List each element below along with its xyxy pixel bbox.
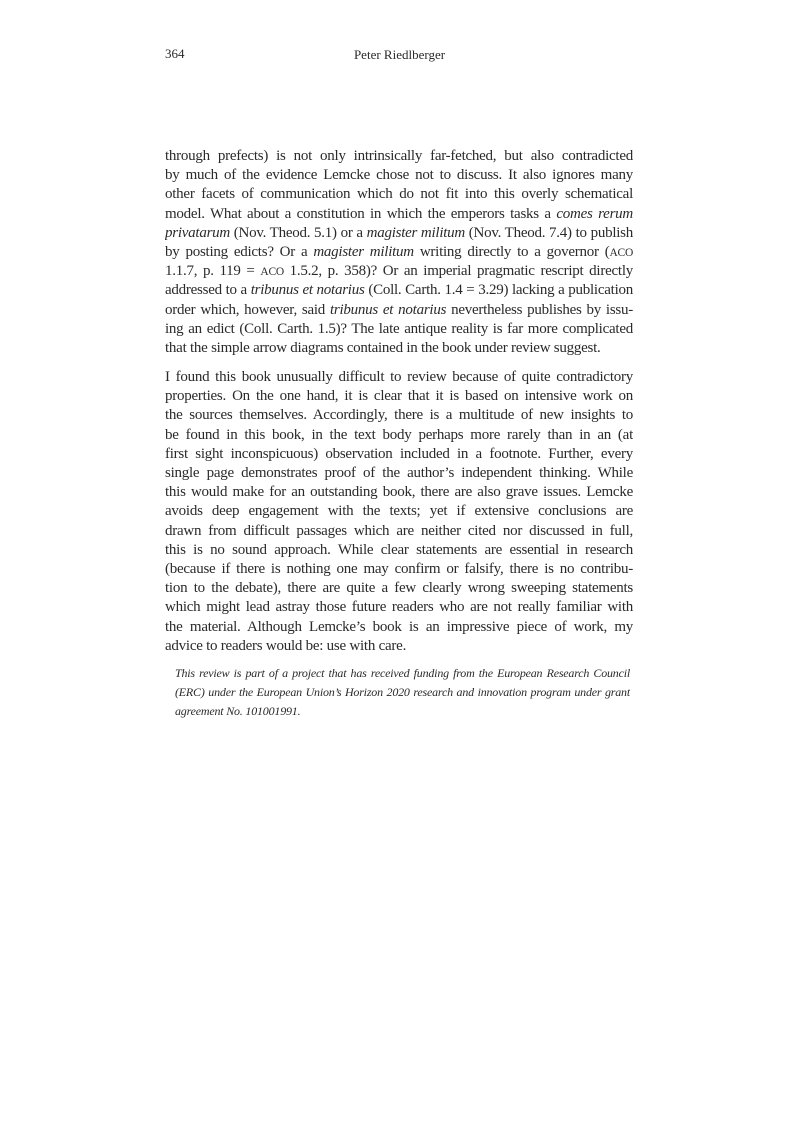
footnote-line: agreement No. 101001991.	[175, 704, 301, 718]
text-line	[165, 483, 633, 502]
text-line	[165, 637, 633, 656]
italic-term: tribunus et notarius	[329, 301, 447, 318]
text-span: (Coll. Carth. 1.4 = 3.29) lacking a publication	[364, 282, 633, 299]
funding-note	[175, 664, 630, 721]
text-line	[165, 166, 633, 185]
text-span: that the simple arrow diagrams contained in the book under review suggest.	[165, 339, 601, 356]
text-span: first sight inconspicuous) observation included in a footnote. Further, every	[165, 445, 633, 462]
text-line	[165, 464, 633, 483]
text-span: addressed to a	[165, 282, 251, 299]
text-line	[165, 560, 633, 579]
italic-term: privatarum	[165, 224, 230, 241]
text-span: 1.5.2, p. 358)? Or an imperial pragmatic rescript directly	[283, 263, 633, 280]
text-line	[165, 224, 633, 243]
page-number: 364	[165, 46, 185, 61]
footnote-line: This review is part of a project that has received funding from the European Research Council	[175, 666, 630, 680]
paragraph	[165, 368, 633, 656]
text-span: other facets of communication which do not fit into this overly schematical	[165, 186, 633, 203]
text-span: this would make for an outstanding book, there are also grave issues. Lemcke	[165, 484, 633, 501]
text-line	[165, 185, 633, 204]
text-span: (because if there is nothing one may confirm or falsify, there is no contribu-	[165, 560, 633, 577]
text-span: ACO	[260, 266, 284, 279]
italic-term: magister militum	[366, 224, 465, 241]
text-line	[165, 522, 633, 541]
text-span: avoids deep engagement with the texts; yet if extensive conclusions are	[165, 503, 633, 520]
text-span: drawn from difficult passages which are neither cited nor discussed in full,	[165, 522, 633, 539]
text-line	[165, 618, 633, 637]
text-span: ACO	[609, 246, 633, 259]
text-line	[165, 541, 633, 560]
text-span: (Nov. Theod. 7.4) to publish	[465, 224, 633, 241]
text-line	[165, 301, 633, 320]
text-line	[165, 262, 633, 281]
text-span: which might lead astray those future readers who are not really familiar with	[165, 599, 633, 616]
italic-term: tribunus et notarius	[250, 282, 365, 299]
italic-term: comes rerum	[556, 205, 633, 222]
text-span: (Nov. Theod. 5.1) or a	[230, 224, 367, 241]
text-span: 1.1.7, p. 119 =	[165, 263, 261, 280]
paragraph	[165, 147, 633, 358]
text-span: I found this book unusually difficult to review because of quite contradictory	[165, 369, 633, 386]
text-span: through prefects) is not only intrinsically far-fetched, but also contradicted	[165, 148, 633, 164]
text-span: tion to the debate), there are quite a few clearly wrong sweeping statements	[165, 580, 633, 597]
text-span: by posting edicts? Or a	[165, 243, 314, 260]
text-line	[165, 579, 633, 598]
text-span: ing an edict (Coll. Carth. 1.5)? The late antique reality is far more complicated	[165, 320, 633, 337]
text-line	[165, 502, 633, 521]
text-line	[165, 406, 633, 425]
text-line	[165, 205, 633, 224]
text-span: this is no sound approach. While clear statements are essential in research	[165, 541, 633, 558]
text-span: nevertheless publishes by issu-	[446, 301, 633, 318]
text-line	[165, 281, 633, 300]
text-line	[165, 147, 633, 166]
text-span: single page demonstrates proof of the author’s independent thinking. While	[165, 465, 633, 481]
footnote-line: (ERC) under the European Union’s Horizon 2020 research and innovation program under grant	[175, 685, 630, 699]
text-span: writing directly to a governor (	[413, 243, 610, 260]
text-span: order which, however, said	[165, 301, 330, 318]
italic-term: magister militum	[313, 243, 414, 260]
running-head: Peter Riedlberger	[353, 47, 446, 62]
text-line	[165, 387, 633, 406]
body-text	[165, 147, 633, 666]
text-line	[165, 243, 633, 262]
text-span: be found in this book, in the text body perhaps more rarely than in an (at	[165, 426, 633, 443]
text-line	[165, 445, 633, 464]
text-span: by much of the evidence Lemcke chose not to discuss. It also ignores many	[165, 167, 633, 184]
text-line	[165, 598, 633, 617]
text-line	[165, 320, 633, 339]
text-span: model. What about a constitution in which the emperors tasks a	[165, 205, 557, 222]
text-line	[165, 368, 633, 387]
text-line	[165, 426, 633, 445]
text-span: the material. Although Lemcke’s book is an impressive piece of work, my	[165, 618, 633, 635]
text-span: advice to readers would be: use with care.	[165, 637, 407, 654]
text-line	[165, 339, 633, 358]
text-span: properties. On the one hand, it is clear that it is based on intensive work on	[165, 388, 633, 405]
text-span: the sources themselves. Accordingly, there is a multitude of new insights to	[165, 407, 633, 424]
